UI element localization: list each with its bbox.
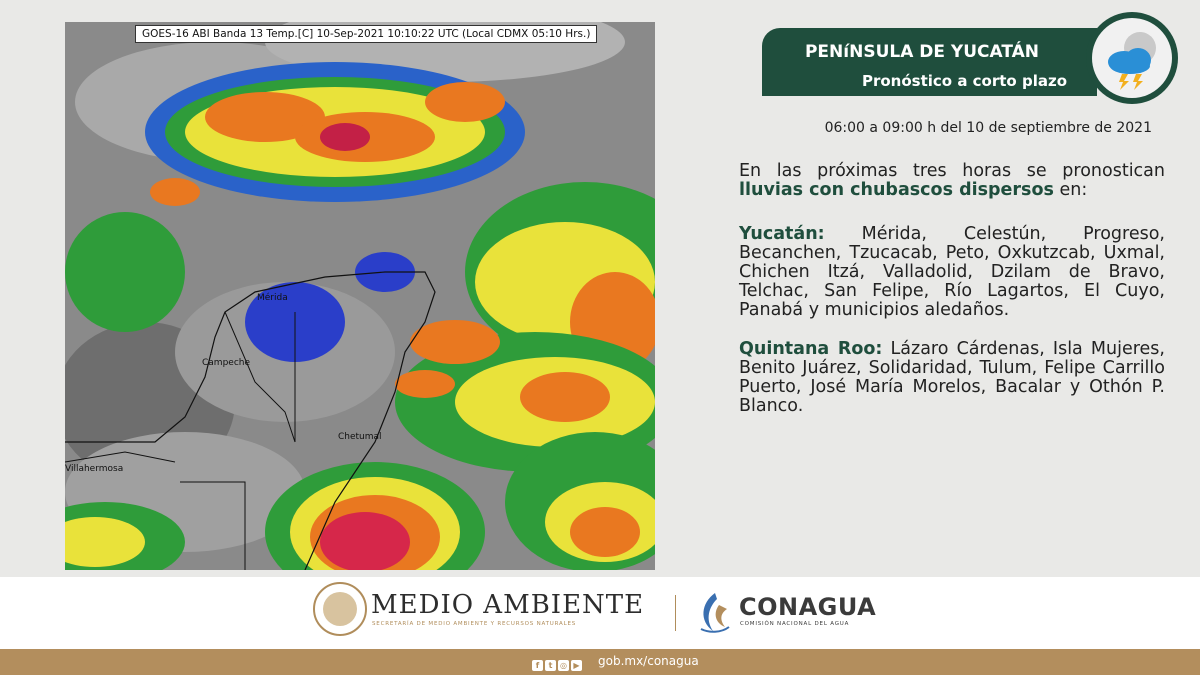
website-link[interactable]: gob.mx/conagua [598, 654, 699, 668]
page-subtitle: Pronóstico a corto plazo [861, 72, 1067, 90]
satellite-caption: GOES-16 ABI Banda 13 Temp.[C] 10-Sep-2021 10:10:22 UTC (Local CDMX 05:10 Hrs.) [135, 25, 597, 43]
header-banner [762, 28, 1097, 96]
city-label: Villahermosa [65, 464, 124, 474]
conagua-wave-icon [695, 589, 733, 635]
logo-divider [675, 595, 676, 631]
municipalities-quintana-roo: Lázaro Cárdenas, Isla Mujeres, Benito Juárez, Solidaridad, Tulum, Felipe Carrillo Puerto, José María Morelos, Bacalar y Othón P. Blanco. [739, 339, 1165, 416]
city-label: Campeche [202, 358, 251, 368]
forecast-yucatan [739, 225, 1165, 320]
bottom-bar [0, 649, 1200, 675]
forecast-date-range: 06:00 a 09:00 h del 10 de septiembre de 2021 [824, 120, 1152, 136]
conagua-logo: CONAGUA [739, 593, 877, 621]
medio-ambiente-subtitle: SECRETARÍA DE MEDIO AMBIENTE Y RECURSOS NATURALES [372, 621, 577, 627]
footer [0, 577, 1200, 649]
city-label: Chetumal [338, 432, 382, 442]
forecast-intro [739, 162, 1165, 200]
forecast-quintana-roo [739, 340, 1165, 416]
social-links [532, 655, 584, 674]
youtube-icon[interactable]: ▶ [571, 660, 582, 671]
national-seal-icon [313, 582, 367, 636]
satellite-map [65, 22, 655, 570]
conagua-subtitle: COMISIÓN NACIONAL DEL AGUA [740, 621, 850, 627]
satellite-image [65, 22, 655, 570]
twitter-icon[interactable]: t [545, 660, 556, 671]
facebook-icon[interactable]: f [532, 660, 543, 671]
municipalities-yucatan: Mérida, Celestún, Progreso, Becanchen, Tzucacab, Peto, Oxkutzcab, Uxmal, Chichen Itzá, Valladolid, Dzilam de Bravo, Telchac, San Felipe, Río Lagartos, El Cuyo, Panabá y municipios aledaños. [739, 224, 1165, 320]
city-label: Mérida [257, 293, 288, 303]
intro-highlight: lluvias con chubascos dispersos [739, 180, 1054, 200]
weather-badge [1086, 12, 1178, 104]
intro-text-end: en: [1053, 180, 1088, 200]
thunderstorm-cloud-moon-icon [1092, 18, 1172, 98]
instagram-icon[interactable]: ◎ [558, 660, 569, 671]
state-label-quintana-roo: Quintana Roo: [739, 339, 883, 359]
medio-ambiente-logo: MEDIO AMBIENTE [371, 590, 645, 620]
intro-text: En las próximas tres horas se pronostican [739, 161, 1165, 181]
state-label-yucatan: Yucatán: [739, 224, 825, 244]
page-title: PENíNSULA DE YUCATÁN [804, 42, 1040, 62]
